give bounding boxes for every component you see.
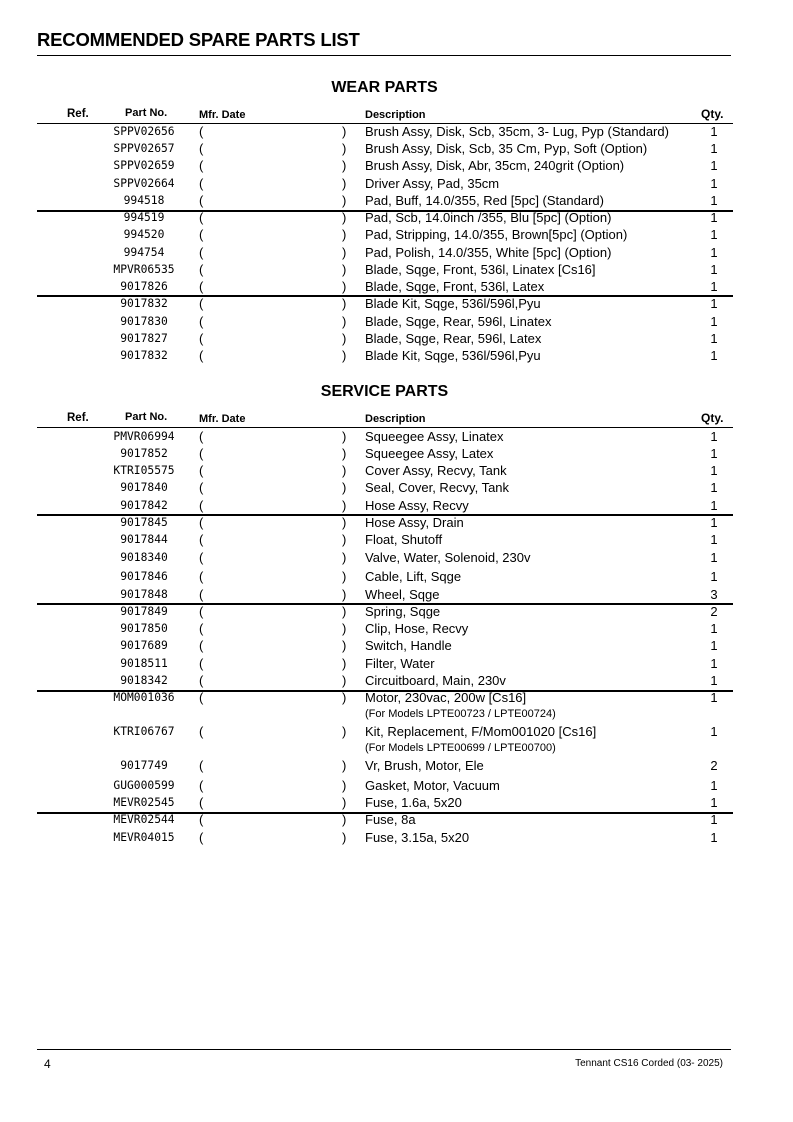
- part-description: Fuse, 3.15a, 5x20: [365, 830, 470, 845]
- part-qty: 1: [710, 656, 718, 671]
- part-description: Vr, Brush, Motor, Ele: [365, 758, 484, 773]
- mfr-date-close: ): [342, 656, 347, 671]
- mfr-date-close: ): [342, 480, 347, 495]
- mfr-date-close: ): [342, 795, 347, 810]
- mfr-date-close: ): [342, 778, 347, 793]
- mfr-date-close: ): [342, 348, 347, 363]
- mfr-date-open: (: [199, 778, 204, 793]
- table-row: [0, 569, 793, 586]
- part-description: Cable, Lift, Sqge: [365, 569, 462, 584]
- part-number: 9018511: [120, 657, 168, 670]
- part-number: 994520: [123, 228, 165, 241]
- header-ref: Ref.: [67, 412, 89, 424]
- table-row: [0, 176, 793, 193]
- part-qty: 1: [710, 331, 718, 346]
- part-qty: 1: [710, 314, 718, 329]
- part-qty: 2: [710, 758, 718, 773]
- footer-document-info: Tennant CS16 Corded (03- 2025): [575, 1058, 723, 1069]
- mfr-date-open: (: [199, 245, 204, 260]
- mfr-date-open: (: [199, 812, 204, 827]
- part-number: 994519: [123, 211, 165, 224]
- table-row: [0, 124, 793, 141]
- table-row: [0, 262, 793, 279]
- part-qty: 1: [710, 193, 718, 208]
- mfr-date-open: (: [199, 446, 204, 461]
- mfr-date-open: (: [199, 621, 204, 636]
- part-description: Motor, 230vac, 200w [Cs16]: [365, 690, 527, 705]
- mfr-date-open: (: [199, 673, 204, 688]
- table-row: [0, 690, 793, 720]
- mfr-date-close: ): [342, 446, 347, 461]
- part-qty: 1: [710, 348, 718, 363]
- mfr-date-open: (: [199, 604, 204, 619]
- part-description: Blade, Sqge, Rear, 596l, Linatex: [365, 314, 552, 329]
- part-qty: 1: [710, 429, 718, 444]
- mfr-date-open: (: [199, 498, 204, 513]
- part-number: SPPV02656: [113, 125, 175, 138]
- header-mfr-date: Mfr. Date: [199, 109, 246, 121]
- part-qty: 1: [710, 480, 718, 495]
- part-qty: 1: [710, 812, 718, 827]
- part-qty: 1: [710, 158, 718, 173]
- table-row: [0, 314, 793, 331]
- service-header-rule: [37, 427, 733, 428]
- mfr-date-open: (: [199, 480, 204, 495]
- part-number: MEVR04015: [113, 831, 175, 844]
- part-number: SPPV02664: [113, 177, 175, 190]
- wear-parts-title: WEAR PARTS: [331, 79, 438, 96]
- mfr-date-close: ): [342, 638, 347, 653]
- part-number: 9017832: [120, 349, 168, 362]
- table-row: [0, 778, 793, 795]
- part-qty: 1: [710, 724, 718, 739]
- part-qty: 1: [710, 532, 718, 547]
- mfr-date-close: ): [342, 193, 347, 208]
- mfr-date-close: ): [342, 532, 347, 547]
- part-number: 994518: [123, 194, 165, 207]
- part-description: Squeegee Assy, Linatex: [365, 429, 504, 444]
- mfr-date-open: (: [199, 279, 204, 294]
- header-description: Description: [365, 413, 426, 425]
- part-qty: 1: [710, 124, 718, 139]
- mfr-date-close: ): [342, 515, 347, 530]
- mfr-date-close: ): [342, 690, 347, 705]
- mfr-date-close: ): [342, 141, 347, 156]
- mfr-date-open: (: [199, 348, 204, 363]
- table-row: [0, 795, 793, 812]
- mfr-date-open: (: [199, 724, 204, 739]
- part-description: Blade, Sqge, Front, 536l, Latex: [365, 279, 545, 294]
- mfr-date-close: ): [342, 331, 347, 346]
- mfr-date-open: (: [199, 210, 204, 225]
- mfr-date-close: ): [342, 604, 347, 619]
- table-row: [0, 550, 793, 567]
- part-qty: 1: [710, 227, 718, 242]
- mfr-date-close: ): [342, 621, 347, 636]
- part-description: Fuse, 1.6a, 5x20: [365, 795, 462, 810]
- part-qty: 1: [710, 210, 718, 225]
- part-qty: 1: [710, 446, 718, 461]
- part-qty: 1: [710, 778, 718, 793]
- header-qty: Qty.: [701, 411, 724, 425]
- mfr-date-open: (: [199, 690, 204, 705]
- part-number: SPPV02657: [113, 142, 175, 155]
- table-row: [0, 210, 793, 227]
- table-row: [0, 812, 793, 829]
- header-part-no: Part No.: [125, 107, 168, 119]
- header-mfr-date: Mfr. Date: [199, 413, 246, 425]
- table-row: [0, 331, 793, 348]
- mfr-date-close: ): [342, 830, 347, 845]
- part-qty: 1: [710, 621, 718, 636]
- part-number: 9018340: [120, 551, 168, 564]
- table-row: [0, 463, 793, 480]
- mfr-date-open: (: [199, 227, 204, 242]
- part-number: 9017840: [120, 481, 168, 494]
- part-description: Hose Assy, Drain: [365, 515, 464, 530]
- mfr-date-close: ): [342, 758, 347, 773]
- part-qty: 1: [710, 296, 718, 311]
- part-description: Pad, Polish, 14.0/355, White [5pc] (Option): [365, 245, 612, 260]
- part-qty: 1: [710, 245, 718, 260]
- mfr-date-open: (: [199, 569, 204, 584]
- table-row: [0, 621, 793, 638]
- header-description: Description: [365, 109, 426, 121]
- part-number: 9017749: [120, 759, 168, 772]
- mfr-date-open: (: [199, 550, 204, 565]
- part-description: Brush Assy, Disk, Scb, 35 Cm, Pyp, Soft (Option): [365, 141, 648, 156]
- table-row: [0, 515, 793, 532]
- part-description: Pad, Stripping, 14.0/355, Brown[5pc] (Option): [365, 227, 628, 242]
- mfr-date-open: (: [199, 314, 204, 329]
- mfr-date-open: (: [199, 141, 204, 156]
- part-number: 9017848: [120, 588, 168, 601]
- mfr-date-open: (: [199, 830, 204, 845]
- part-description: Squeegee Assy, Latex: [365, 446, 494, 461]
- mfr-date-open: (: [199, 176, 204, 191]
- mfr-date-open: (: [199, 296, 204, 311]
- table-row: [0, 758, 793, 775]
- part-description: Fuse, 8a: [365, 812, 416, 827]
- part-number: 9017845: [120, 516, 168, 529]
- table-row: [0, 245, 793, 262]
- part-number: MEVR02544: [113, 813, 175, 826]
- part-qty: 1: [710, 638, 718, 653]
- part-note: (For Models LPTE00699 / LPTE00700): [365, 742, 556, 754]
- table-row: [0, 673, 793, 690]
- table-row: [0, 724, 793, 754]
- part-number: 9017689: [120, 639, 168, 652]
- part-description: Blade Kit, Sqge, 536l/596l,Pyu: [365, 348, 541, 363]
- part-number: 9017852: [120, 447, 168, 460]
- part-qty: 1: [710, 569, 718, 584]
- part-qty: 1: [710, 550, 718, 565]
- mfr-date-open: (: [199, 158, 204, 173]
- table-row: [0, 830, 793, 847]
- table-row: [0, 446, 793, 463]
- part-number: PMVR06994: [113, 430, 175, 443]
- mfr-date-open: (: [199, 515, 204, 530]
- part-number: 9017827: [120, 332, 168, 345]
- mfr-date-close: ): [342, 296, 347, 311]
- part-description: Float, Shutoff: [365, 532, 443, 547]
- table-row: [0, 638, 793, 655]
- part-description: Blade, Sqge, Rear, 596l, Latex: [365, 331, 542, 346]
- part-number: MPVR06535: [113, 263, 175, 276]
- table-row: [0, 498, 793, 515]
- part-description: Clip, Hose, Recvy: [365, 621, 469, 636]
- part-number: 9017832: [120, 297, 168, 310]
- mfr-date-open: (: [199, 532, 204, 547]
- part-description: Circuitboard, Main, 230v: [365, 673, 506, 688]
- table-row: [0, 656, 793, 673]
- mfr-date-close: ): [342, 463, 347, 478]
- part-number: GUG000599: [113, 779, 175, 792]
- mfr-date-open: (: [199, 587, 204, 602]
- part-number: SPPV02659: [113, 159, 175, 172]
- part-description: Seal, Cover, Recvy, Tank: [365, 480, 510, 495]
- mfr-date-close: ): [342, 262, 347, 277]
- part-qty: 1: [710, 515, 718, 530]
- mfr-date-close: ): [342, 227, 347, 242]
- part-number: 9017830: [120, 315, 168, 328]
- part-number: MEVR02545: [113, 796, 175, 809]
- part-qty: 1: [710, 795, 718, 810]
- table-row: [0, 604, 793, 621]
- header-qty: Qty.: [701, 107, 724, 121]
- mfr-date-open: (: [199, 758, 204, 773]
- part-description: Spring, Sqge: [365, 604, 441, 619]
- mfr-date-close: ): [342, 498, 347, 513]
- mfr-date-close: ): [342, 429, 347, 444]
- mfr-date-close: ): [342, 812, 347, 827]
- mfr-date-close: ): [342, 550, 347, 565]
- mfr-date-close: ): [342, 569, 347, 584]
- mfr-date-close: ): [342, 314, 347, 329]
- part-description: Blade Kit, Sqge, 536l/596l,Pyu: [365, 296, 541, 311]
- part-description: Filter, Water: [365, 656, 435, 671]
- mfr-date-close: ): [342, 176, 347, 191]
- footer-divider: [37, 1049, 731, 1050]
- part-description: Pad, Buff, 14.0/355, Red [5pc] (Standard): [365, 193, 604, 208]
- part-qty: 1: [710, 279, 718, 294]
- mfr-date-close: ): [342, 245, 347, 260]
- part-qty: 2: [710, 604, 718, 619]
- title-divider: [37, 55, 731, 56]
- part-qty: 1: [710, 830, 718, 845]
- part-qty: 1: [710, 498, 718, 513]
- mfr-date-close: ): [342, 210, 347, 225]
- part-qty: 1: [710, 463, 718, 478]
- part-note: (For Models LPTE00723 / LPTE00724): [365, 708, 556, 720]
- part-number: 9017844: [120, 533, 168, 546]
- part-description: Driver Assy, Pad, 35cm: [365, 176, 500, 191]
- part-number: 9017850: [120, 622, 168, 635]
- table-row: [0, 141, 793, 158]
- table-row: [0, 532, 793, 549]
- part-number: KTRI05575: [113, 464, 175, 477]
- part-number: KTRI06767: [113, 725, 175, 738]
- part-number: 9017842: [120, 499, 168, 512]
- mfr-date-close: ): [342, 279, 347, 294]
- part-description: Brush Assy, Disk, Abr, 35cm, 240grit (Option): [365, 158, 625, 173]
- part-number: 9017826: [120, 280, 168, 293]
- part-qty: 1: [710, 141, 718, 156]
- page-title: RECOMMENDED SPARE PARTS LIST: [37, 29, 360, 50]
- mfr-date-close: ): [342, 587, 347, 602]
- part-qty: 3: [710, 587, 718, 602]
- service-parts-title: SERVICE PARTS: [320, 383, 449, 400]
- part-description: Gasket, Motor, Vacuum: [365, 778, 500, 793]
- table-row: [0, 296, 793, 313]
- part-description: Pad, Scb, 14.0inch /355, Blu [5pc] (Option): [365, 210, 612, 225]
- table-row: [0, 193, 793, 210]
- part-description: Hose Assy, Recvy: [365, 498, 469, 513]
- part-description: Cover Assy, Recvy, Tank: [365, 463, 507, 478]
- page-number: 4: [44, 1057, 51, 1071]
- mfr-date-open: (: [199, 638, 204, 653]
- part-qty: 1: [710, 673, 718, 688]
- mfr-date-open: (: [199, 262, 204, 277]
- mfr-date-open: (: [199, 795, 204, 810]
- mfr-date-close: ): [342, 724, 347, 739]
- mfr-date-open: (: [199, 463, 204, 478]
- mfr-date-close: ): [342, 124, 347, 139]
- header-ref: Ref.: [67, 108, 89, 120]
- part-qty: 1: [710, 690, 718, 705]
- table-row: [0, 348, 793, 365]
- part-number: MOM001036: [113, 691, 175, 704]
- table-row: [0, 227, 793, 244]
- table-row: [0, 587, 793, 604]
- part-number: 994754: [123, 246, 165, 259]
- table-row: [0, 480, 793, 497]
- mfr-date-open: (: [199, 124, 204, 139]
- mfr-date-open: (: [199, 193, 204, 208]
- part-description: Valve, Water, Solenoid, 230v: [365, 550, 531, 565]
- table-row: [0, 429, 793, 446]
- part-description: Brush Assy, Disk, Scb, 35cm, 3- Lug, Pyp (Standard): [365, 124, 669, 139]
- part-qty: 1: [710, 176, 718, 191]
- mfr-date-close: ): [342, 158, 347, 173]
- mfr-date-open: (: [199, 429, 204, 444]
- part-description: Switch, Handle: [365, 638, 452, 653]
- header-part-no: Part No.: [125, 411, 168, 423]
- part-number: 9017846: [120, 570, 168, 583]
- table-row: [0, 279, 793, 296]
- table-row: [0, 158, 793, 175]
- mfr-date-close: ): [342, 673, 347, 688]
- part-description: Wheel, Sqge: [365, 587, 440, 602]
- part-number: 9018342: [120, 674, 168, 687]
- mfr-date-open: (: [199, 331, 204, 346]
- part-description: Kit, Replacement, F/Mom001020 [Cs16]: [365, 724, 597, 739]
- part-number: 9017849: [120, 605, 168, 618]
- mfr-date-open: (: [199, 656, 204, 671]
- part-qty: 1: [710, 262, 718, 277]
- part-description: Blade, Sqge, Front, 536l, Linatex [Cs16]: [365, 262, 596, 277]
